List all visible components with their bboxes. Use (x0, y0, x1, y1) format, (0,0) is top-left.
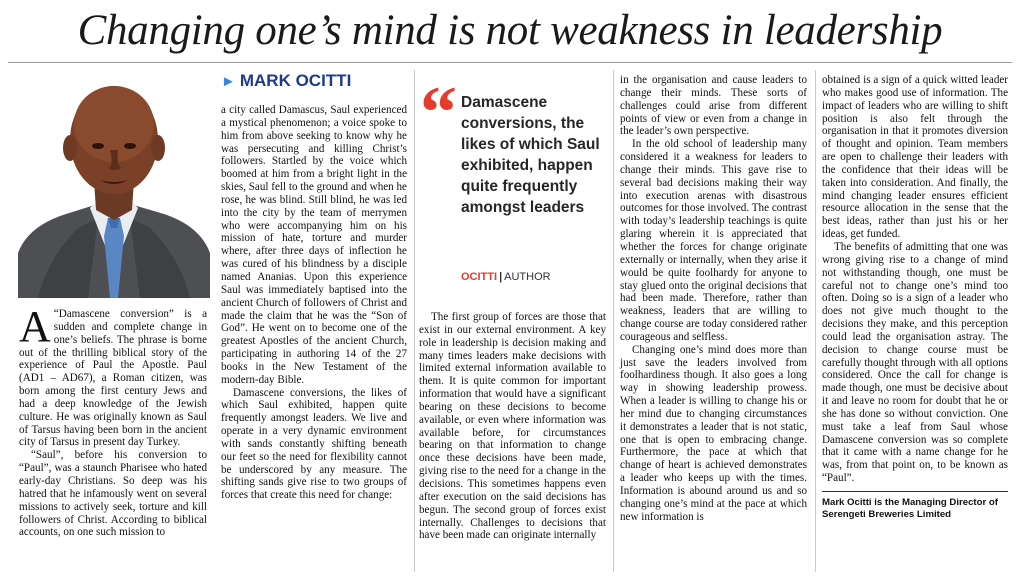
headline: Changing one’s mind is not weakness in leadership (77, 7, 943, 54)
pull-quote-author-name: OCITTI (461, 271, 498, 283)
byline-name: MARK OCITTI (239, 71, 352, 90)
byline-arrow-icon: ► (221, 73, 236, 90)
pull-quote-text: Damascene conversions, the likes of which Saul exhibited, happen quite frequently amongst leaders (461, 94, 600, 216)
author-bio: Mark Ocitti is the Managing Director of Serengeti Breweries Limited (822, 497, 998, 520)
pull-quote-author-role: AUTHOR (504, 271, 551, 283)
byline (221, 70, 351, 93)
article-column-1 (19, 302, 207, 539)
drop-cap: A (19, 302, 51, 351)
column-divider (815, 70, 816, 572)
author-portrait-photo (18, 68, 210, 298)
paragraph: In the old school of leadership many considered it a weakness for leaders to change their minds. This gave rise to several bad decisions making their way into execution arenas with disastrous outcomes for those involved. The contrast with today’s leadership teachings is quite glaring wherein it is appreciated that whether the forces for change originate externally or internally, when they arise it would be quite foolhardy for anyone to stay glued onto the original decisions that had been made. Therefore, rather than weakness, leaders that are willing to change course are today considered rather courageous and selfless. (620, 138, 807, 343)
column-divider (414, 70, 415, 572)
paragraph: The first group of forces are those that exist in our external environment. A key role in leadership is decision making and many times leaders make decisions with limited external information available to them. It is quite common for important information that would have a significant bearing on these decisions to become available, or even where information was available before, for circumstances bearing on that information to change once these decisions have been made, giving rise to the need for a change in the decisions. This sometimes happens even after execution on the said decisions has begun. The second group of forces exist internally. Challenges to decisions that have been made can originate internally (419, 311, 606, 542)
paragraph: in the organisation and cause leaders to change their minds. These sorts of challenges could arise from different points of view or even from a change in the leader’s own perspective. (620, 74, 807, 138)
paragraph: obtained is a sign of a quick witted leader who makes good use of information. The impact of leaders who are willing to shift position is also felt through the organisation in that it promotes diversion of thought and opinion. Team members are open to challenge their leaders with the confidence that their ideas will be taken into consideration. And finally, the mind changing leader ensures efficient resource allocation in the sense that the best ideas, rather than just his or her ideas, get funded. (822, 74, 1008, 241)
paragraph: “Saul”, before his conversion to “Paul”, was a staunch Pharisee who hated early-day Christians. So deep was his hatred that he infamously went on several missions to actively seek, torture and kill followers of Christ. According to biblical accounts, on one such mission to (19, 449, 207, 539)
pull-quote-separator: | (499, 271, 503, 283)
quote-mark-icon: “ (420, 72, 457, 154)
paragraph: a city called Damascus, Saul experienced a mystical phenomenon; a voice spoke to him from above seeking to know why he was persecuting and killing Christ’s followers. Startled by the voice which boomed at him from a bright light in the skies, Saul fell to the ground and when he rose, he was blind. Still blind, he was led into the city by the team of merrymen who were accompanying him on his mission of hate, torture and murder where, after three days of inflection he was cured of his blindness by a disciple named Ananias. Upon this experience Saul was immediately baptised into the ancient Church of followers of Christ and made the claim that he was the “Son of God”. He went on to become one of the greatest Apostles of the ancient Church, participating in authoring 14 of the 27 books in the New Testament of the modern-day Bible. (221, 104, 407, 386)
bio-divider (822, 491, 1008, 492)
article-column-4 (620, 74, 807, 524)
paragraph: “Damascene conversion” is a sudden and complete change in one’s beliefs. The phrase is borne out of the thrilling biblical story of the experience of Paul the Apostle. Paul (AD1 – AD67), a Roman citizen, was born among the first century Jews and had a deep knowledge of the Jewish culture. He was originally known as Saul of Tarsus having been born in the ancient city of Tarsus in present day Turkey. (19, 308, 207, 449)
paragraph: Damascene conversions, the likes of which Saul exhibited, happen quite frequently amongst leaders. We live and operate in a very dynamic environment with sands constantly shifting beneath our feet so the need for flexibility cannot be underscored by any measure. The shifting sands give rise to two groups of forces that create this need for change: (221, 386, 407, 502)
paragraph: Changing one’s mind does more than just save the leaders involved from foolhardiness though. It also goes a long way in showing leadership prowess. When a leader is willing to change his or her mind due to changing circumstances it demonstrates a leader that is not static, one that is open to embracing change. Furthermore, the pace at which that change of heart is achieved demonstrates a leader who keeps up with the times. Information is abound around us and so changing one’s mind at the pace at which new information is (620, 343, 807, 523)
paragraph: The benefits of admitting that one was wrong giving rise to a change of mind not withstanding though, one must be careful not to change one’s mind too often. Doing so is a sign of a leader who does not give much thought to the decisions they make, and this perception could lead the organisation astray. The decision to change course must be carefully thought through with all options considered. Once the call for change is made though, one must be decisive about it and leave no room for doubt that he or she has done so without conviction. One must take a leaf from Saul whose Damascene conversion was so complete that it came with a name change for he was, from that point on, to be known as “Paul”. (822, 240, 1008, 485)
column-divider (613, 70, 614, 572)
article-column-2 (221, 104, 407, 502)
article-column-5 (822, 74, 1008, 521)
pull-quote-author (461, 271, 551, 283)
article-column-3 (419, 311, 606, 542)
headline-rule (8, 62, 1012, 63)
portrait-icon (18, 68, 210, 298)
